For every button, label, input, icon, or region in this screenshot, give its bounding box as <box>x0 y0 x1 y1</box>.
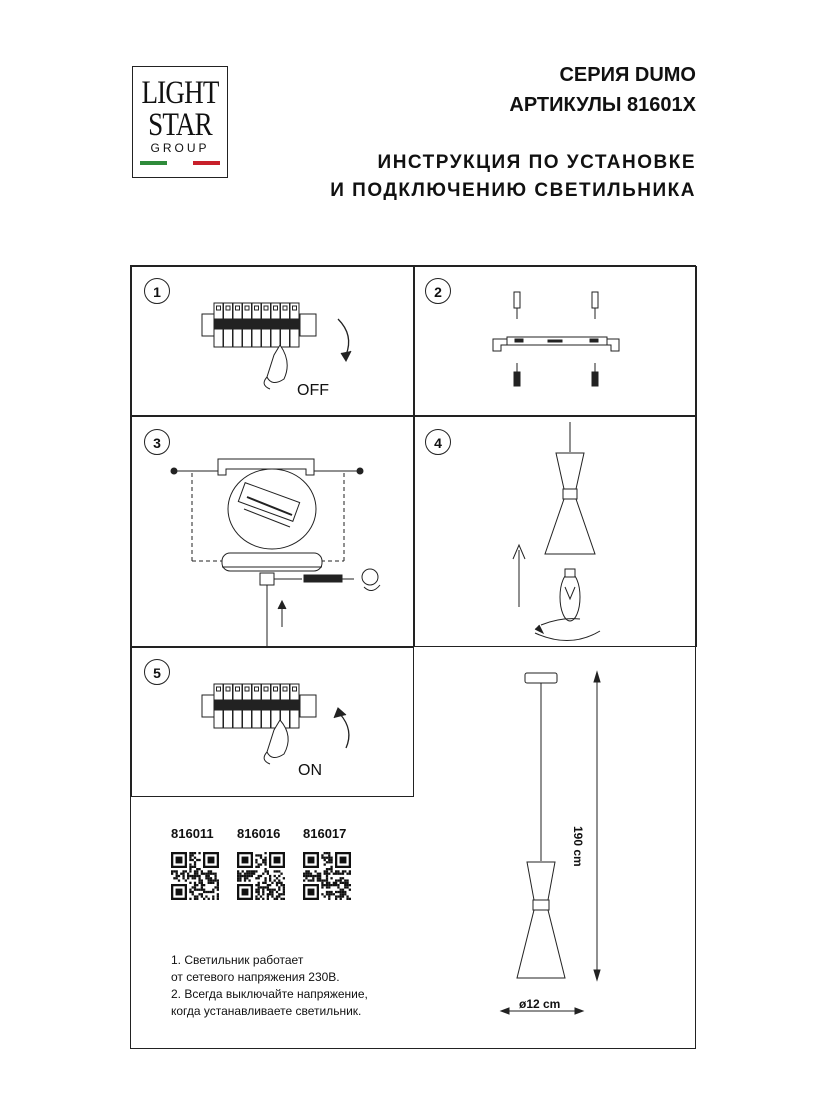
qr-code-icon <box>171 852 219 900</box>
step-4-panel <box>414 416 697 647</box>
step-2-panel <box>414 266 697 416</box>
instruction-frame <box>130 265 696 1049</box>
series-title: СЕРИЯ DUMO <box>559 64 696 86</box>
brand-logo <box>132 66 228 178</box>
qr-code-icon <box>303 852 351 900</box>
circuit-breaker-on-illustration <box>132 648 415 798</box>
step-3-number: 3 <box>144 429 170 455</box>
circuit-breaker-off-illustration <box>132 267 415 417</box>
step-3-panel <box>131 416 414 647</box>
italian-flag-icon <box>140 161 220 165</box>
note-line-3: 2. Всегда выключайте напряжение, <box>171 987 368 1001</box>
pendant-dimension-drawing <box>501 666 701 1036</box>
qr-code-icon <box>237 852 285 900</box>
logo-line-2: STAR <box>148 107 212 143</box>
step-1-number: 1 <box>144 278 170 304</box>
mounting-bracket-illustration <box>415 267 698 417</box>
product-code-1: 816011 <box>171 826 214 841</box>
instruction-title-line-1: ИНСТРУКЦИЯ ПО УСТАНОВКЕ <box>377 152 696 173</box>
note-line-4: когда устанавливаете светильник. <box>171 1004 362 1018</box>
instruction-title-line-2: И ПОДКЛЮЧЕНИЮ СВЕТИЛЬНИКА <box>330 180 696 201</box>
note-line-2: от сетевого напряжения 230В. <box>171 970 340 984</box>
step-1-panel <box>131 266 414 416</box>
articles-title: АРТИКУЛЫ 81601X <box>509 94 696 116</box>
logo-line-1: LIGHT <box>141 75 219 111</box>
on-label: ON <box>298 762 322 779</box>
logo-line-3: GROUP <box>150 141 210 155</box>
product-code-3: 816017 <box>303 826 347 841</box>
wiring-connection-illustration <box>132 417 415 648</box>
step-5-panel <box>131 647 414 797</box>
height-dimension-label: 190 cm <box>571 826 585 867</box>
off-label: OFF <box>297 382 329 399</box>
step-2-number: 2 <box>425 278 451 304</box>
diameter-dimension-label: ø12 cm <box>519 997 561 1011</box>
note-line-1: 1. Светильник работает <box>171 953 304 967</box>
product-code-2: 816016 <box>237 826 281 841</box>
lamp-assembly-illustration <box>415 417 698 648</box>
step-5-number: 5 <box>144 659 170 685</box>
step-4-number: 4 <box>425 429 451 455</box>
